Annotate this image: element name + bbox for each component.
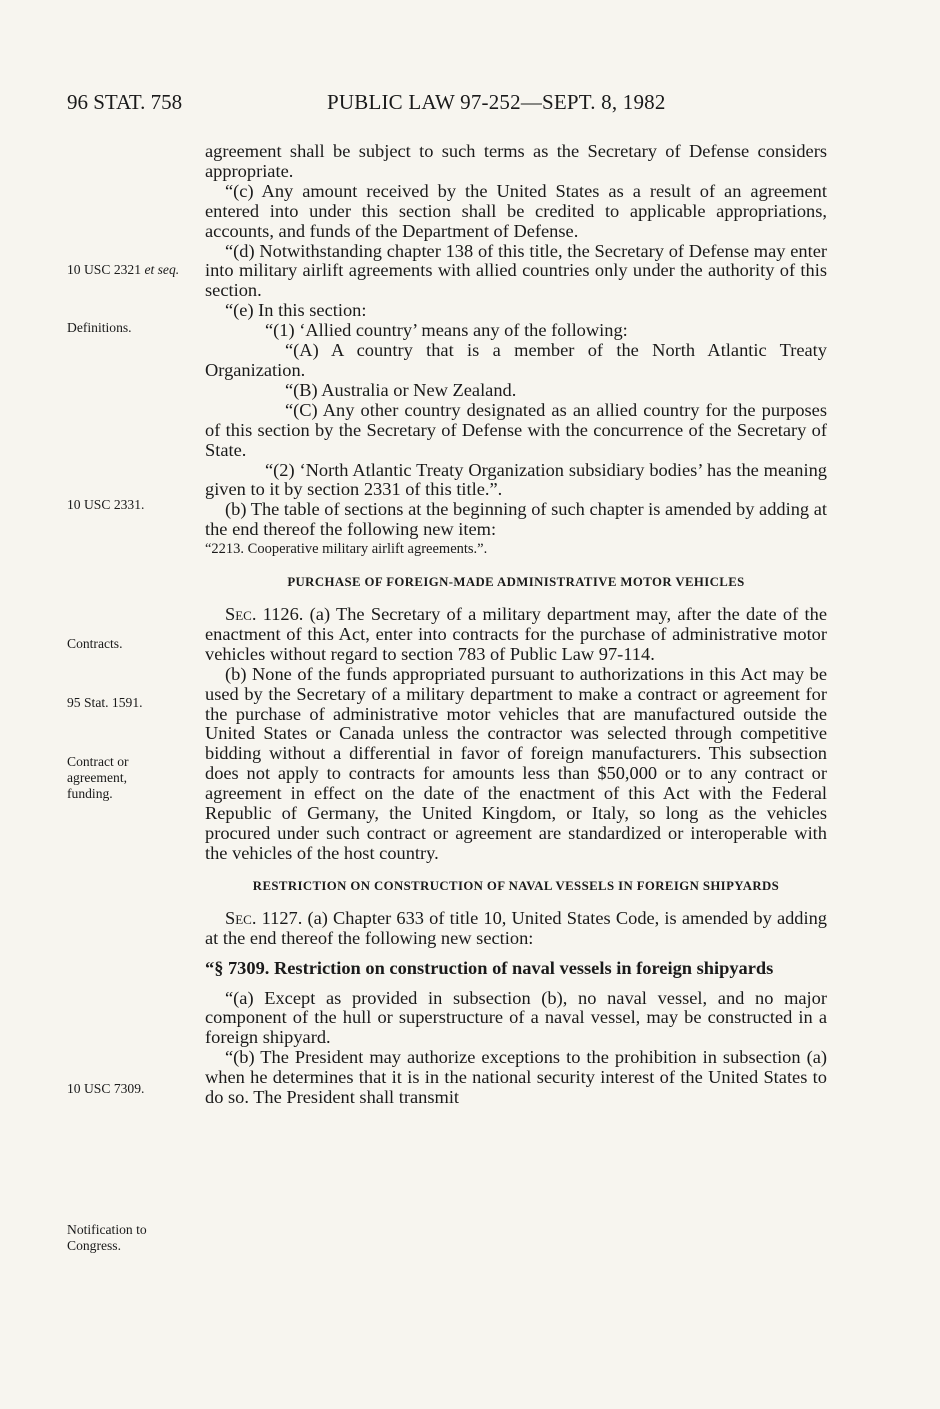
paragraph: “(1) ‘Allied country’ means any of the following: <box>265 320 628 341</box>
paragraph: “(c) Any amount received by the United States as a result of an agreement entered into under this section shall be credited to applicable appropriations, accounts, and funds of the Department of Defense. <box>205 180 827 241</box>
margin-note-contracts: Contracts. <box>67 636 123 651</box>
margin-note-definitions: Definitions. <box>67 320 132 335</box>
paragraph: “(A) A country that is a member of the North Atlantic Treaty Organization. <box>205 340 827 380</box>
paragraph: “(C) Any other country designated as an allied country for the purposes of this section by the Secretary of Defense with the concurrence of the Secretary of State. <box>205 399 827 460</box>
body-text <box>205 142 827 1108</box>
paragraph: agreement shall be subject to such terms as the Secretary of Defense considers appropriate. <box>205 141 827 181</box>
paragraph: “(b) The President may authorize exceptions to the prohibition in subsection (a) when he determines that it is in the national security interest of the United States to do so. The President shall transmit <box>205 1047 827 1108</box>
margin-note-notification: Notification to Congress. <box>67 1222 147 1253</box>
paragraph: “(2) ‘North Atlantic Treaty Organization subsidiary bodies’ has the meaning given to it by section 2331 of this title.”. <box>205 459 827 500</box>
margin-note-95-stat: 95 Stat. 1591. <box>67 695 143 710</box>
section-heading: RESTRICTION ON CONSTRUCTION OF NAVAL VESSELS IN FOREIGN SHIPYARDS <box>252 878 780 893</box>
statute-page-ref: 96 STAT. 758 <box>67 90 183 114</box>
running-title: PUBLIC LAW 97-252—SEPT. 8, 1982 <box>327 90 666 114</box>
page-header <box>67 90 887 120</box>
section-heading: PURCHASE OF FOREIGN-MADE ADMINISTRATIVE MOTOR VEHICLES <box>287 575 745 590</box>
margin-note-contract-funding: Contract or agreement, funding. <box>67 754 129 801</box>
margin-note-usc-2321: 10 USC 2321 et seq. <box>67 262 180 277</box>
section-1126: Sec. 1126. (a) The Secretary of a military department may, after the date of the enactment of this Act, enter into contracts for the purchase of administrative motor vehicles without regard to section 783 of Public Law 97-114. <box>205 604 827 664</box>
section-1127: Sec. 1127. (a) Chapter 633 of title 10, United States Code, is amended by adding at the end thereof the following new section: <box>205 907 827 948</box>
paragraph: “(B) Australia or New Zealand. <box>285 379 517 400</box>
margin-note-usc-2331: 10 USC 2331. <box>67 497 145 512</box>
paragraph: “(d) Notwithstanding chapter 138 of this title, the Secretary of Defense may enter into military airlift agreements with allied countries only under the authority of this section. <box>205 240 827 301</box>
paragraph: “(e) In this section: <box>225 300 367 321</box>
margin-note-usc-7309: 10 USC 7309. <box>67 1081 145 1096</box>
paragraph: “(a) Except as provided in subsection (b), no naval vessel, and no major component of the hull or superstructure of a naval vessel, may be constructed in a foreign shipyard. <box>205 987 827 1048</box>
paragraph: (b) None of the funds appropriated pursuant to authorizations in this Act may be used by the Secretary of a military department to make a contract or agreement for the purchase of administrative motor vehicles that are manufactured outside the United States or Canada unless the contractor was selected through competitive bidding without a differential in favor of foreign manufacturers. This subsection does not apply to contracts for amounts less than $50,000 or to any contract or agreement in effect on the date of the enactment of this Act with the Federal Republic of Germany, the United Kingdom, or Italy, so long as the vehicles procured under such contract or agreement are standardized or interoperable with the vehicles of the host country. <box>205 663 827 863</box>
section-7309-heading: “§ 7309. Restriction on construction of naval vessels in foreign shipyards <box>205 957 774 978</box>
table-item: “2213. Cooperative military airlift agreements.”. <box>205 541 488 558</box>
paragraph: (b) The table of sections at the beginning of such chapter is amended by adding at the end thereof the following new item: <box>205 499 827 540</box>
